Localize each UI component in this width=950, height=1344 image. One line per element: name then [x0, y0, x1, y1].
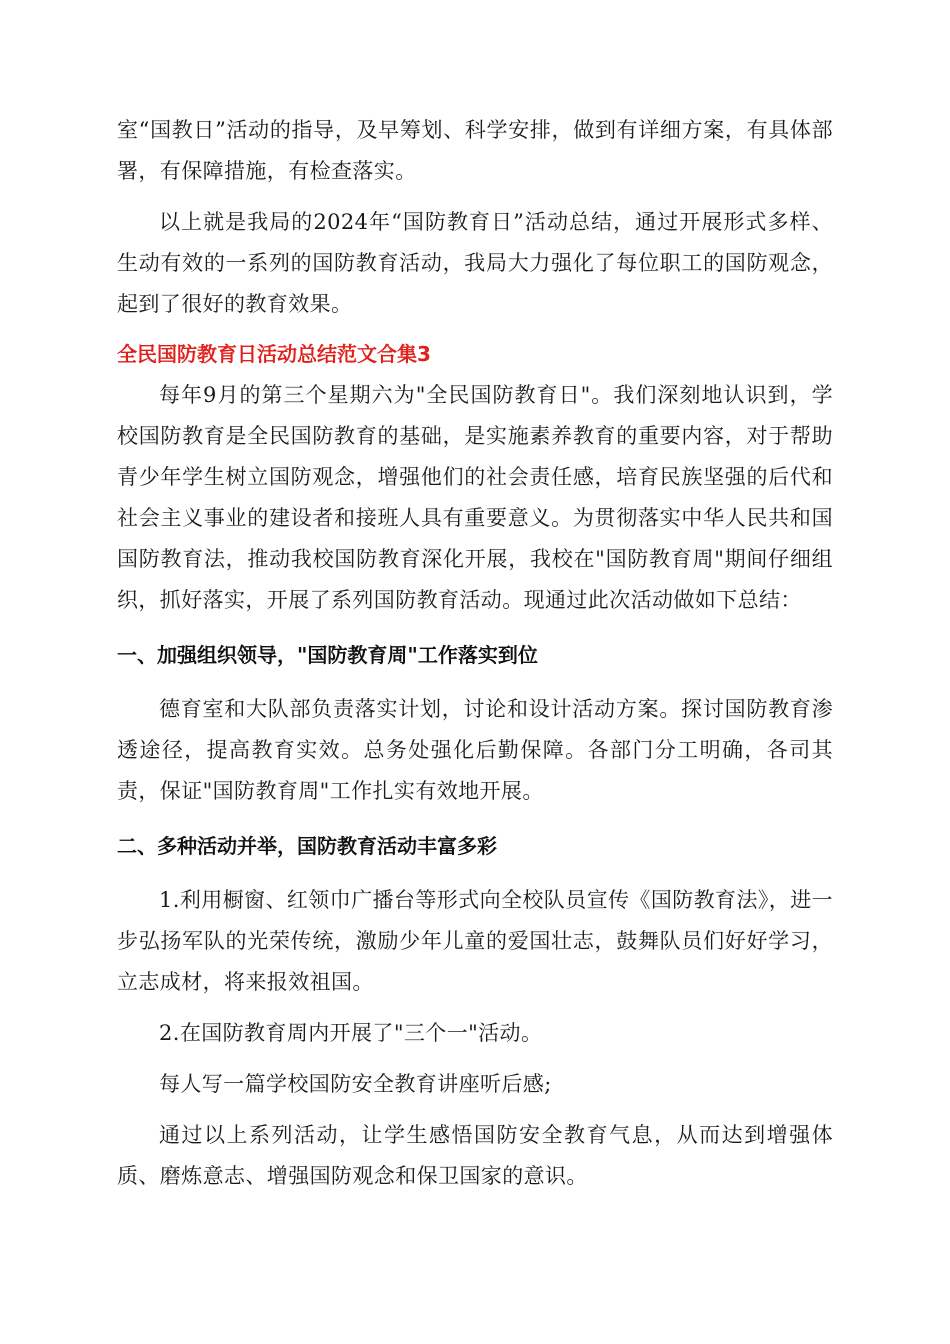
paragraph-summary: 以上就是我局的2024年“国防教育日”活动总结，通过开展形式多样、生动有效的一系列的国防教育活动，我局大力强化了每位职工的国防观念，起到了很好的教育效果。 — [117, 210, 833, 316]
paragraph-two-item-4: 通过以上系列活动，让学生感悟国防安全教育气息，从而达到增强体质、磨炼意志、增强国防观念和保卫国家的意识。 — [117, 1123, 833, 1188]
paragraph-two-item-1: 1.利用橱窗、红领巾广播台等形式向全校队员宣传《国防教育法》，进一步弘扬军队的光荣传统，激励少年儿童的爱国壮志，鼓舞队员们好好学习，立志成材，将来报效祖国。 — [117, 888, 833, 994]
paragraph-two-item-3: 每人写一篇学校国防安全教育讲座听后感; — [159, 1072, 552, 1096]
document-page — [117, 110, 833, 1197]
paragraph-one: 德育室和大队部负责落实计划，讨论和设计活动方案。探讨国防教育渗透途径，提高教育实效。总务处强化后勤保障。各部门分工明确，各司其责，保证"国防教育周"工作扎实有效地开展。 — [117, 697, 833, 803]
heading-two: 二、多种活动并举，国防教育活动丰富多彩 — [117, 834, 497, 858]
paragraph-intro: 每年9月的第三个星期六为"全民国防教育日"。我们深刻地认识到，学校国防教育是全民国防教育的基础，是实施素养教育的重要内容，对于帮助青少年学生树立国防观念，增强他们的社会责任感，培育民族坚强的后代和社会主义事业的建设者和接班人具有重要意义。为贯彻落实中华人民共和国国防教育法，推动我校国防教育深化开展，我校在"国防教育周"期间仔细组织，抓好落实，开展了系列国防教育活动。现通过此次活动做如下总结： — [117, 383, 833, 612]
heading-one: 一、加强组织领导，"国防教育周"工作落实到位 — [117, 643, 538, 667]
section-title: 全民国防教育日活动总结范文合集3 — [117, 342, 431, 366]
paragraph-continued: 室“国教日”活动的指导，及早筹划、科学安排，做到有详细方案，有具体部署，有保障措施，有检查落实。 — [117, 118, 833, 183]
paragraph-two-item-2: 2.在国防教育周内开展了"三个一"活动。 — [159, 1021, 543, 1045]
